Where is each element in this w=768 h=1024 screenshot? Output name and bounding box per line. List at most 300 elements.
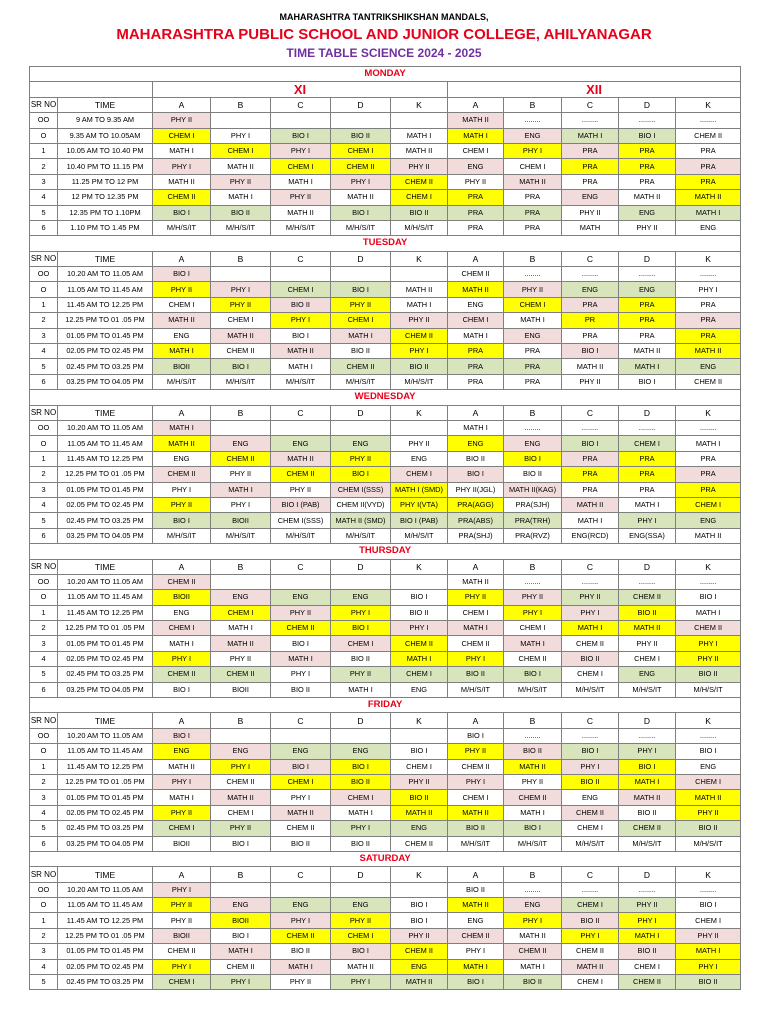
- subject-cell: MATH I: [211, 482, 271, 497]
- subject-cell: MATH I: [211, 621, 271, 636]
- subject-cell: CHEM I: [271, 159, 331, 174]
- period-row: [30, 282, 741, 297]
- column-header: A: [153, 559, 211, 574]
- column-header: A: [153, 97, 211, 112]
- period-time: 03.25 PM TO 04.05 PM: [58, 682, 153, 697]
- subject-cell: PHY I: [619, 744, 676, 759]
- subject-cell: CHEM II: [331, 359, 391, 374]
- period-time: 11.05 AM TO 11.45 AM: [58, 282, 153, 297]
- subject-cell: PRA: [676, 482, 741, 497]
- subject-cell: CHEM II: [211, 774, 271, 789]
- subject-cell: MATH II: [211, 159, 271, 174]
- subject-cell: BIO I: [331, 944, 391, 959]
- subject-cell: [331, 574, 391, 589]
- subject-cell: PHY I: [153, 482, 211, 497]
- subject-cell: ENG: [211, 590, 271, 605]
- period-time: 02.05 PM TO 02.45 PM: [58, 805, 153, 820]
- subject-cell: MATH II: [391, 143, 448, 158]
- period-time: 11.45 AM TO 12.25 PM: [58, 913, 153, 928]
- serial-number: 4: [30, 190, 58, 205]
- subject-cell: MATH I: [562, 513, 619, 528]
- subject-cell: [211, 882, 271, 897]
- column-header: K: [391, 713, 448, 728]
- subject-cell: MATH I: [448, 420, 504, 435]
- subject-cell: PHY I: [211, 128, 271, 143]
- period-time: 10.20 AM TO 11.05 AM: [58, 574, 153, 589]
- subject-cell: BIO II: [331, 128, 391, 143]
- subject-cell: BIO I (PAB): [271, 497, 331, 512]
- period-time: 03.25 PM TO 04.05 PM: [58, 836, 153, 851]
- period-row: [30, 959, 741, 974]
- period-time: 02.05 PM TO 02.45 PM: [58, 651, 153, 666]
- subject-cell: [211, 113, 271, 128]
- subject-cell: PRA(TRH): [504, 513, 562, 528]
- column-header: D: [331, 559, 391, 574]
- subject-cell: CHEM II: [391, 836, 448, 851]
- subject-cell: PHY II: [391, 313, 448, 328]
- subject-cell: MATH II (SMD): [331, 513, 391, 528]
- subject-cell: BIO II: [448, 821, 504, 836]
- column-header: D: [331, 713, 391, 728]
- subject-cell: MATH I: [448, 328, 504, 343]
- serial-number: OO: [30, 728, 58, 743]
- serial-number: 5: [30, 513, 58, 528]
- subject-cell: BIO II: [271, 836, 331, 851]
- period-row: [30, 975, 741, 990]
- subject-cell: M/H/S/IT: [676, 682, 741, 697]
- subject-cell: BIOII: [153, 359, 211, 374]
- subject-cell: PRA: [619, 159, 676, 174]
- subject-cell: [271, 574, 331, 589]
- subject-cell: ENG: [448, 297, 504, 312]
- subject-cell: ENG: [676, 513, 741, 528]
- subject-cell: MATH II: [676, 190, 741, 205]
- subject-cell: BIO II: [619, 605, 676, 620]
- subject-cell: CHEM II: [211, 451, 271, 466]
- subject-cell: PHY II: [619, 898, 676, 913]
- subject-cell: BIO I: [331, 205, 391, 220]
- subject-cell: M/H/S/IT: [211, 220, 271, 235]
- subject-cell: PRA: [676, 143, 741, 158]
- subject-cell: CHEM II: [391, 636, 448, 651]
- subject-cell: CHEM II: [153, 574, 211, 589]
- period-row: [30, 436, 741, 451]
- subject-cell: PRA: [448, 190, 504, 205]
- subject-cell: CHEM II: [448, 267, 504, 282]
- subject-cell: ........: [562, 113, 619, 128]
- subject-cell: PHY I: [504, 913, 562, 928]
- subject-cell: PHY I: [153, 959, 211, 974]
- subject-cell: PRA: [562, 174, 619, 189]
- subject-cell: CHEM I: [676, 497, 741, 512]
- subject-cell: PHY II: [153, 913, 211, 928]
- timetable-title: TIME TABLE SCIENCE 2024 - 2025: [286, 46, 482, 60]
- period-row: [30, 928, 741, 943]
- subject-cell: CHEM II(VYD): [331, 497, 391, 512]
- subject-cell: CHEM II: [153, 190, 211, 205]
- subject-cell: ENG: [331, 436, 391, 451]
- subject-cell: MATH II: [448, 898, 504, 913]
- subject-cell: CHEM I: [504, 159, 562, 174]
- subject-cell: PRA: [676, 451, 741, 466]
- subject-cell: MATH II(KAG): [504, 482, 562, 497]
- subject-cell: BIO II: [562, 774, 619, 789]
- column-header-row: [30, 405, 741, 420]
- column-header: C: [271, 97, 331, 112]
- subject-cell: ENG: [619, 282, 676, 297]
- serial-number: 2: [30, 467, 58, 482]
- subject-cell: M/H/S/IT: [391, 374, 448, 389]
- period-time: 10.20 AM TO 11.05 AM: [58, 267, 153, 282]
- period-row: [30, 513, 741, 528]
- subject-cell: PRA: [676, 313, 741, 328]
- subject-cell: CHEM II: [391, 174, 448, 189]
- subject-cell: ENG: [153, 328, 211, 343]
- period-time: 12.25 PM TO 01 .05 PM: [58, 928, 153, 943]
- subject-cell: MATH II: [271, 805, 331, 820]
- subject-cell: BIO I: [391, 913, 448, 928]
- subject-cell: PRA: [619, 328, 676, 343]
- subject-cell: MATH II: [504, 928, 562, 943]
- day-name: MONDAY: [30, 67, 741, 82]
- column-header: B: [504, 251, 562, 266]
- serial-number: 6: [30, 374, 58, 389]
- subject-cell: [331, 420, 391, 435]
- subject-cell: CHEM II: [211, 959, 271, 974]
- subject-cell: BIO I: [562, 436, 619, 451]
- subject-cell: CHEM I: [619, 959, 676, 974]
- subject-cell: BIO II: [391, 790, 448, 805]
- column-header: TIME: [58, 97, 153, 112]
- subject-cell: CHEM II: [153, 944, 211, 959]
- subject-cell: BIO II: [391, 605, 448, 620]
- subject-cell: ENG: [448, 436, 504, 451]
- subject-cell: PHY II: [504, 282, 562, 297]
- subject-cell: PRA: [504, 359, 562, 374]
- subject-cell: [271, 113, 331, 128]
- subject-cell: ........: [619, 728, 676, 743]
- subject-cell: PHY II: [331, 913, 391, 928]
- subject-cell: [211, 420, 271, 435]
- subject-cell: MATH I: [391, 651, 448, 666]
- subject-cell: CHEM I: [676, 913, 741, 928]
- subject-cell: CHEM II: [448, 636, 504, 651]
- subject-cell: CHEM I: [153, 621, 211, 636]
- period-row: [30, 605, 741, 620]
- subject-cell: MATH I: [271, 651, 331, 666]
- period-time: 12.25 PM TO 01 .05 PM: [58, 313, 153, 328]
- subject-cell: M/H/S/IT: [619, 682, 676, 697]
- period-time: 11.05 AM TO 11.45 AM: [58, 590, 153, 605]
- period-time: 12.25 PM TO 01 .05 PM: [58, 467, 153, 482]
- column-header: A: [448, 713, 504, 728]
- subject-cell: M/H/S/IT: [271, 220, 331, 235]
- column-header: C: [271, 713, 331, 728]
- subject-cell: [331, 113, 391, 128]
- subject-cell: BIO I: [504, 821, 562, 836]
- subject-cell: [391, 574, 448, 589]
- subject-cell: CHEM II: [211, 344, 271, 359]
- subject-cell: BIO I: [153, 682, 211, 697]
- subject-cell: PRA(SJH): [504, 497, 562, 512]
- subject-cell: PHY II: [211, 467, 271, 482]
- subject-cell: CHEM II: [331, 159, 391, 174]
- subject-cell: BIO I: [504, 451, 562, 466]
- serial-number: OO: [30, 882, 58, 897]
- column-header: B: [211, 713, 271, 728]
- column-header: A: [448, 867, 504, 882]
- serial-number: 6: [30, 220, 58, 235]
- subject-cell: ........: [619, 882, 676, 897]
- subject-cell: BIO II: [562, 913, 619, 928]
- subject-cell: M/H/S/IT: [153, 374, 211, 389]
- subject-cell: CHEM I: [562, 667, 619, 682]
- subject-cell: [211, 267, 271, 282]
- period-row: [30, 728, 741, 743]
- column-header: K: [676, 97, 741, 112]
- serial-number: O: [30, 436, 58, 451]
- period-row: [30, 898, 741, 913]
- subject-cell: PHY I: [211, 497, 271, 512]
- subject-cell: CHEM I(SSS): [331, 482, 391, 497]
- subject-cell: ENG: [562, 790, 619, 805]
- subject-cell: BIO II: [448, 882, 504, 897]
- subject-cell: BIO I: [211, 928, 271, 943]
- period-row: [30, 190, 741, 205]
- serial-number: 2: [30, 621, 58, 636]
- period-row: [30, 174, 741, 189]
- period-time: 11.45 AM TO 12.25 PM: [58, 451, 153, 466]
- subject-cell: PHY II: [153, 113, 211, 128]
- serial-number: O: [30, 128, 58, 143]
- standard-xii: XII: [448, 82, 741, 97]
- subject-cell: PRA: [504, 374, 562, 389]
- column-header: A: [448, 251, 504, 266]
- column-header: B: [211, 251, 271, 266]
- period-time: 9 AM TO 9.35 AM: [58, 113, 153, 128]
- period-row: [30, 374, 741, 389]
- period-row: [30, 467, 741, 482]
- period-time: 03.25 PM TO 04.05 PM: [58, 528, 153, 543]
- serial-number: 6: [30, 528, 58, 543]
- subject-cell: BIO I: [391, 590, 448, 605]
- period-row: [30, 805, 741, 820]
- subject-cell: BIO II: [504, 975, 562, 990]
- subject-cell: [331, 882, 391, 897]
- subject-cell: MATH I: [562, 128, 619, 143]
- subject-cell: CHEM II: [211, 667, 271, 682]
- subject-cell: MATH I: [448, 959, 504, 974]
- subject-cell: CHEM II: [619, 821, 676, 836]
- subject-cell: ENG: [153, 744, 211, 759]
- subject-cell: CHEM I: [448, 143, 504, 158]
- period-row: [30, 113, 741, 128]
- serial-number: 3: [30, 174, 58, 189]
- subject-cell: BIO I: [331, 467, 391, 482]
- subject-cell: BIO II: [676, 821, 741, 836]
- subject-cell: PHY II: [271, 975, 331, 990]
- column-header: D: [331, 867, 391, 882]
- subject-cell: CHEM I: [331, 928, 391, 943]
- subject-cell: BIO I: [211, 359, 271, 374]
- subject-cell: CHEM II: [504, 790, 562, 805]
- period-row: [30, 267, 741, 282]
- serial-number: 1: [30, 605, 58, 620]
- subject-cell: CHEM I: [619, 436, 676, 451]
- subject-cell: ENG: [562, 190, 619, 205]
- subject-cell: CHEM I: [504, 297, 562, 312]
- subject-cell: BIO I: [562, 344, 619, 359]
- subject-cell: M/H/S/IT: [271, 528, 331, 543]
- column-header: A: [448, 559, 504, 574]
- subject-cell: MATH II: [448, 282, 504, 297]
- column-header: TIME: [58, 251, 153, 266]
- subject-cell: MATH II: [562, 959, 619, 974]
- subject-cell: BIOII: [211, 513, 271, 528]
- column-header: C: [271, 867, 331, 882]
- subject-cell: PR: [562, 313, 619, 328]
- serial-number: 3: [30, 482, 58, 497]
- column-header: K: [676, 559, 741, 574]
- period-time: 10.20 AM TO 11.05 AM: [58, 882, 153, 897]
- serial-number: 4: [30, 651, 58, 666]
- subject-cell: BIO II: [619, 805, 676, 820]
- subject-cell: BIO II: [331, 651, 391, 666]
- subject-cell: PRA: [562, 143, 619, 158]
- period-time: 12.25 PM TO 01 .05 PM: [58, 621, 153, 636]
- column-header: B: [504, 559, 562, 574]
- subject-cell: ENG: [153, 451, 211, 466]
- subject-cell: PHY I: [562, 605, 619, 620]
- period-time: 02.45 PM TO 03.25 PM: [58, 975, 153, 990]
- subject-cell: MATH I: [391, 297, 448, 312]
- subject-cell: CHEM II: [562, 636, 619, 651]
- subject-cell: PHY I: [211, 759, 271, 774]
- subject-cell: BIO II: [391, 359, 448, 374]
- subject-cell: PRA: [562, 328, 619, 343]
- standard-xi: XI: [153, 82, 448, 97]
- subject-cell: CHEM II: [271, 467, 331, 482]
- column-header: SR NO: [30, 251, 58, 266]
- subject-cell: M/H/S/IT: [619, 836, 676, 851]
- subject-cell: ........: [619, 267, 676, 282]
- day-row: [30, 236, 741, 251]
- serial-number: OO: [30, 113, 58, 128]
- column-header: K: [676, 867, 741, 882]
- subject-cell: ENG: [153, 605, 211, 620]
- column-header: A: [153, 251, 211, 266]
- subject-cell: [271, 882, 331, 897]
- period-time: 02.45 PM TO 03.25 PM: [58, 359, 153, 374]
- subject-cell: MATH II: [504, 759, 562, 774]
- subject-cell: CHEM II: [562, 805, 619, 820]
- subject-cell: [331, 267, 391, 282]
- subject-cell: PHY II: [504, 774, 562, 789]
- serial-number: 6: [30, 682, 58, 697]
- subject-cell: MATH II: [448, 574, 504, 589]
- subject-cell: BIO I: [562, 744, 619, 759]
- subject-cell: PHY I: [271, 790, 331, 805]
- column-header: C: [562, 97, 619, 112]
- period-row: [30, 590, 741, 605]
- subject-cell: [391, 728, 448, 743]
- day-name: SATURDAY: [30, 851, 741, 866]
- subject-cell: ENG: [331, 898, 391, 913]
- column-header: D: [331, 405, 391, 420]
- subject-cell: ........: [619, 113, 676, 128]
- subject-cell: BIO II: [504, 744, 562, 759]
- subject-cell: BIO I: [676, 590, 741, 605]
- subject-cell: MATH II: [271, 344, 331, 359]
- period-row: [30, 774, 741, 789]
- subject-cell: CHEM II: [676, 128, 741, 143]
- column-header: TIME: [58, 405, 153, 420]
- subject-cell: PHY I: [504, 143, 562, 158]
- column-header: D: [619, 251, 676, 266]
- column-header: K: [676, 251, 741, 266]
- subject-cell: CHEM II: [676, 621, 741, 636]
- period-time: 01.05 PM TO 01.45 PM: [58, 482, 153, 497]
- serial-number: 1: [30, 143, 58, 158]
- subject-cell: PHY I: [331, 605, 391, 620]
- day-row: [30, 544, 741, 559]
- period-time: 11.45 AM TO 12.25 PM: [58, 605, 153, 620]
- subject-cell: BIOII: [153, 836, 211, 851]
- subject-cell: MATH I: [331, 328, 391, 343]
- blank-cell: [30, 82, 153, 97]
- subject-cell: MATH II: [331, 959, 391, 974]
- period-time: 11.05 AM TO 11.45 AM: [58, 898, 153, 913]
- period-row: [30, 313, 741, 328]
- period-row: [30, 143, 741, 158]
- column-header: D: [619, 405, 676, 420]
- period-row: [30, 451, 741, 466]
- subject-cell: PRA: [619, 297, 676, 312]
- subject-cell: BIO II: [504, 467, 562, 482]
- subject-cell: CHEM I: [448, 605, 504, 620]
- subject-cell: ENG: [448, 159, 504, 174]
- period-time: 03.25 PM TO 04.05 PM: [58, 374, 153, 389]
- period-time: 02.45 PM TO 03.25 PM: [58, 667, 153, 682]
- day-name: WEDNESDAY: [30, 390, 741, 405]
- subject-cell: PHY I: [448, 774, 504, 789]
- subject-cell: ENG(RCD): [562, 528, 619, 543]
- period-row: [30, 159, 741, 174]
- subject-cell: MATH I: [271, 174, 331, 189]
- subject-cell: ........: [504, 574, 562, 589]
- subject-cell: M/H/S/IT: [391, 528, 448, 543]
- subject-cell: PHY II: [271, 190, 331, 205]
- mandal-name: MAHARASHTRA TANTRIKSHIKSHAN MANDALS,: [279, 12, 489, 22]
- subject-cell: CHEM I: [211, 143, 271, 158]
- subject-cell: ENG: [562, 282, 619, 297]
- subject-cell: PHY II: [211, 174, 271, 189]
- column-header: TIME: [58, 867, 153, 882]
- subject-cell: BIOII: [211, 682, 271, 697]
- subject-cell: MATH II: [562, 359, 619, 374]
- subject-cell: BIO II: [331, 344, 391, 359]
- subject-cell: BIOII: [153, 928, 211, 943]
- subject-cell: PHY II: [153, 805, 211, 820]
- column-header: SR NO: [30, 713, 58, 728]
- column-header-row: [30, 713, 741, 728]
- subject-cell: PHY I: [331, 174, 391, 189]
- subject-cell: PRA: [619, 313, 676, 328]
- column-header: SR NO: [30, 97, 58, 112]
- subject-cell: MATH I: [153, 143, 211, 158]
- subject-cell: MATH: [562, 220, 619, 235]
- column-header: K: [676, 713, 741, 728]
